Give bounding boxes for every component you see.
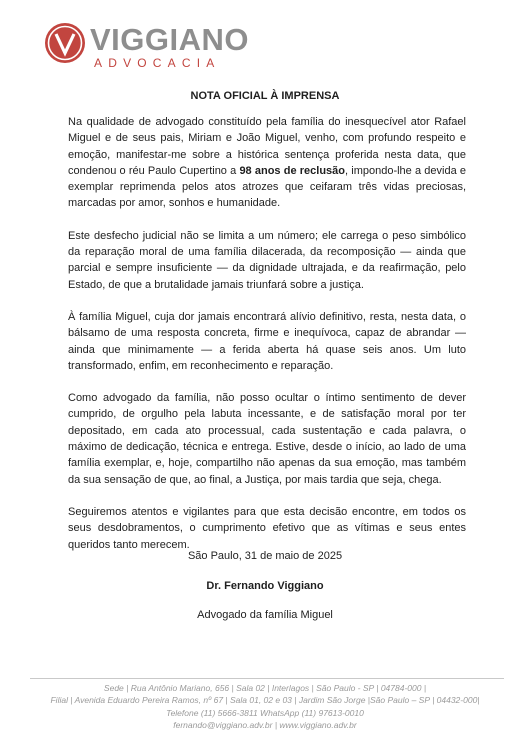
footer-address-main: Sede | Rua Antônio Mariano, 656 | Sala 02 | Interlagos | São Paulo - SP | 04784-000 |: [103, 683, 427, 693]
document-title: NOTA OFICIAL À IMPRENSA: [190, 90, 340, 102]
footer-phone: Telefone (11) 5666-3811 WhatsApp (11) 97613-0010: [166, 707, 364, 718]
viggiano-monogram-icon: [44, 22, 86, 64]
signatory-role: Advogado da família Miguel: [197, 609, 333, 621]
paragraph-5: Seguiremos atentos e vigilantes para que esta decisão encontre, em todos os seus desdobramentos, o cumprimento efetivo que as vítimas e seus entes queridos tanto merecem.: [68, 505, 466, 551]
signatory-name: Dr. Fernando Viggiano: [206, 580, 324, 592]
paragraph-1: Na qualidade de advogado constituído pela família do inesquecível ator Rafael Miguel e de seus pais, Miriam e João Miguel, venho, com profundo respeito e emoção, manifestar-me sobre a histórica sentença proferida nesta data, que condenou o réu Paulo Cupertino a 98 anos de reclusão, impondo-lhe a devida e exemplar reprimenda pelos atos atrozes que ceifaram três vidas preciosas, marcadas por amor, sonhos e humanidade.: [68, 116, 467, 210]
brand-subtitle: ADVOCACIA: [94, 56, 221, 70]
footer-divider: [30, 678, 504, 679]
company-logo: [44, 22, 250, 72]
paragraph-2: Este desfecho judicial não se limita a um número; ele carrega o peso simbólico da reparação moral de uma família dilacerada, da recomposição — ainda que parcial e sempre insuficiente — da dignidade ultrajada, e da reafirmação, pelo Estado, de que a brutalidade jamais triunfará sobre a justiça.: [68, 229, 466, 291]
footer-address-branch: Filial | Avenida Eduardo Pereira Ramos, nº 67 | Sala 01, 02 e 03 | Jardim São Jorge |São Paulo – SP | 04432-000|: [50, 695, 480, 706]
footer-contact: [0, 682, 530, 731]
document-body: [68, 114, 466, 569]
brand-name: VIGGIANO: [90, 22, 250, 57]
footer-email-website: fernando@viggiano.adv.br | www.viggiano.adv.br: [173, 719, 357, 730]
paragraph-4: Como advogado da família, não posso ocultar o íntimo sentimento de dever cumprido, de orgulho pela labuta incessante, e de satisfação moral por ter depositado, em cada ato processual, cada sustentação e cada palavra, o máximo de dedicação, técnica e entrega. Estive, desde o início, ao lado de uma família exemplar, e, hoje, compartilho não apenas da sua emoção, mas também da sua sensação de que, ao final, a Justiça, por mais tardia que seja, chega.: [68, 392, 466, 486]
paragraph-3: À família Miguel, cuja dor jamais encontrará alívio definitivo, resta, nesta data, o bálsamo de uma resposta concreta, firme e inequívoca, capaz de abrandar — ainda que minimamente — a ferida aberta há quase seis anos. Um luto transformado, enfim, em reconhecimento e reparação.: [68, 310, 466, 372]
sentence-highlight: 98 anos de reclusão: [239, 164, 345, 177]
document-date: São Paulo, 31 de maio de 2025: [187, 550, 343, 562]
